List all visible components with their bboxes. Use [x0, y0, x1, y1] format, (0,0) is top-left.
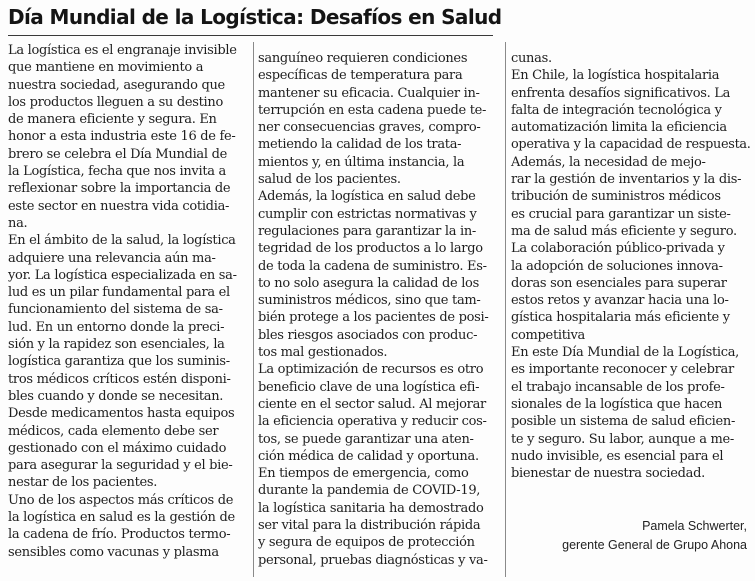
text-line: específicas de temperatura para — [258, 68, 463, 84]
text-line: tos mal gestionados. — [258, 345, 388, 361]
text-line: Además, la logística en salud debe — [258, 189, 476, 205]
text-line: terrupción en esta cadena puede te- — [258, 102, 487, 118]
text-line: honor a esta industria este 16 de fe- — [8, 129, 236, 145]
text-line: ma de salud más eficiente y seguro. — [511, 223, 737, 239]
text-line: sensibles como vacunas y plasma — [8, 544, 219, 560]
article-column-2 — [258, 50, 501, 569]
text-line: posible un sistema de salud eficien- — [511, 414, 736, 430]
text-line: bién protege a los pacientes de posi- — [258, 310, 489, 326]
text-line: los productos lleguen a su destino — [8, 94, 224, 110]
text-line: salud de los pacientes. — [258, 172, 401, 188]
text-line: Además, la necesidad de mejo- — [511, 154, 706, 170]
text-line: de manera eficiente y segura. En — [8, 112, 217, 128]
text-line: ción médica de calidad y oportuna. — [258, 448, 479, 464]
text-line: suministros médicos, sino que tam- — [258, 293, 481, 309]
text-line: ciente en el sector salud. Al mejorar — [258, 396, 486, 412]
article-column-1 — [8, 42, 250, 561]
text-line: para asegurar la seguridad y el bie- — [8, 458, 233, 474]
text-line: La colaboración público-privada y — [511, 241, 725, 257]
text-line: es crucial para garantizar un siste- — [511, 206, 731, 222]
text-line: sionales de la logística que hacen — [511, 396, 723, 412]
text-line: la cadena de frío. Productos termo- — [8, 527, 231, 543]
text-line: gestionado con el máximo cuidado — [8, 440, 227, 456]
text-line: doras son esenciales para superar — [511, 275, 727, 291]
text-line: funcionamiento del sistema de sa- — [8, 302, 223, 318]
text-line: es importante reconocer y celebrar — [511, 362, 734, 378]
text-line: nestar de los pacientes. — [8, 475, 158, 491]
text-line: En este Día Mundial de la Logística, — [511, 345, 739, 361]
text-line: gística hospitalaria más eficiente y — [511, 310, 730, 326]
byline-author: Pamela Schwerter, — [642, 519, 747, 533]
text-line: sión y la rapidez son esenciales, la — [8, 337, 225, 353]
text-line: lud. En un entorno donde la preci- — [8, 319, 225, 335]
byline — [562, 517, 747, 554]
text-line: rar la gestión de inventarios y la dis- — [511, 172, 742, 188]
text-line: metiendo la calidad de los trata- — [258, 137, 462, 153]
text-line: que mantiene en movimiento a — [8, 60, 204, 76]
byline-role: gerente General de Grupo Ahona — [562, 537, 747, 552]
text-line: La optimización de recursos es otro — [258, 362, 484, 378]
text-line: tos, se puede garantizar una aten- — [258, 431, 474, 447]
text-line: y segura de equipos de protección — [258, 535, 475, 551]
text-line: cunas. — [511, 51, 552, 66]
column-divider — [253, 42, 254, 577]
text-line: tribución de suministros médicos — [511, 189, 721, 205]
text-line: estos retos y avanzar hacia una lo- — [511, 293, 729, 309]
text-line: falta de integración tecnológica y — [511, 102, 722, 118]
text-line: te y seguro. Su labor, aunque a me- — [511, 431, 734, 447]
text-line: bles cuando y donde se necesitan. — [8, 388, 224, 404]
text-line: tros médicos críticos estén disponi- — [8, 371, 231, 387]
text-line: En tiempos de emergencia, como — [258, 466, 469, 482]
headline-rule — [8, 35, 493, 36]
text-line: to no solo asegura la calidad de los — [258, 275, 479, 291]
text-line: la eficiencia operativa y reducir cos- — [258, 414, 487, 430]
text-line: lud es un pilar fundamental para el — [8, 285, 230, 301]
text-line: la logística en salud es la gestión de — [8, 510, 235, 526]
text-line: este sector en nuestra vida cotidia- — [8, 198, 230, 214]
text-line: automatización limita la eficiencia — [511, 120, 727, 136]
text-line: tegridad de los productos a lo largo — [258, 241, 483, 257]
text-line: beneficio clave de una logística efi- — [258, 379, 480, 395]
text-line: na. — [8, 215, 28, 231]
text-line: La logística es el engranaje invisible — [8, 43, 237, 58]
text-line: bienestar de nuestra sociedad. — [511, 466, 705, 482]
text-line: mientos y, en última instancia, la — [258, 154, 465, 170]
text-line: regulaciones para garantizar la in- — [258, 223, 477, 239]
text-line: nuestra sociedad, asegurando que — [8, 77, 225, 93]
text-line: operativa y la capacidad de respuesta. — [511, 137, 751, 153]
text-line: ser vital para la distribución rápida — [258, 518, 481, 534]
text-line: mantener su eficacia. Cualquier in- — [258, 85, 480, 101]
text-line: la Logística, fecha que nos invita a — [8, 164, 226, 180]
text-line: Uno de los aspectos más críticos de — [8, 492, 234, 508]
text-line: Desde medicamentos hasta equipos — [8, 406, 235, 422]
text-line: personal, pruebas diagnósticas y va- — [258, 552, 488, 568]
text-line: competitiva — [511, 327, 586, 343]
text-line: ner consecuencias graves, compro- — [258, 120, 481, 136]
text-line: nudo invisible, es esencial para el — [511, 448, 724, 464]
text-line: reflexionar sobre la importancia de — [8, 181, 231, 197]
text-line: el trabajo incansable de los profe- — [511, 379, 725, 395]
text-line: de toda la cadena de suministro. Es- — [258, 258, 487, 274]
column-divider — [505, 42, 506, 577]
article-headline: Día Mundial de la Logística: Desafíos en Salud — [8, 5, 502, 29]
article-column-3 — [511, 50, 751, 482]
text-line: la adopción de soluciones innova- — [511, 258, 723, 274]
text-line: médicos, cada elemento debe ser — [8, 423, 219, 439]
text-line: yor. La logística especializada en sa- — [8, 267, 237, 283]
text-line: enfrenta desafíos significativos. La — [511, 85, 731, 101]
text-line: sanguíneo requieren condiciones — [258, 51, 468, 66]
text-line: En el ámbito de la salud, la logística — [8, 233, 236, 249]
text-line: cumplir con estrictas normativas y — [258, 206, 477, 222]
text-line: logística garantiza que los suminis- — [8, 354, 230, 370]
text-line: adquiere una relevancia aún ma- — [8, 250, 216, 266]
text-line: En Chile, la logística hospitalaria — [511, 68, 720, 84]
text-line: brero se celebra el Día Mundial de — [8, 146, 227, 162]
text-line: bles riesgos asociados con produc- — [258, 327, 478, 343]
text-line: durante la pandemia de COVID-19, — [258, 483, 481, 499]
text-line: la logística sanitaria ha demostrado — [258, 500, 484, 516]
